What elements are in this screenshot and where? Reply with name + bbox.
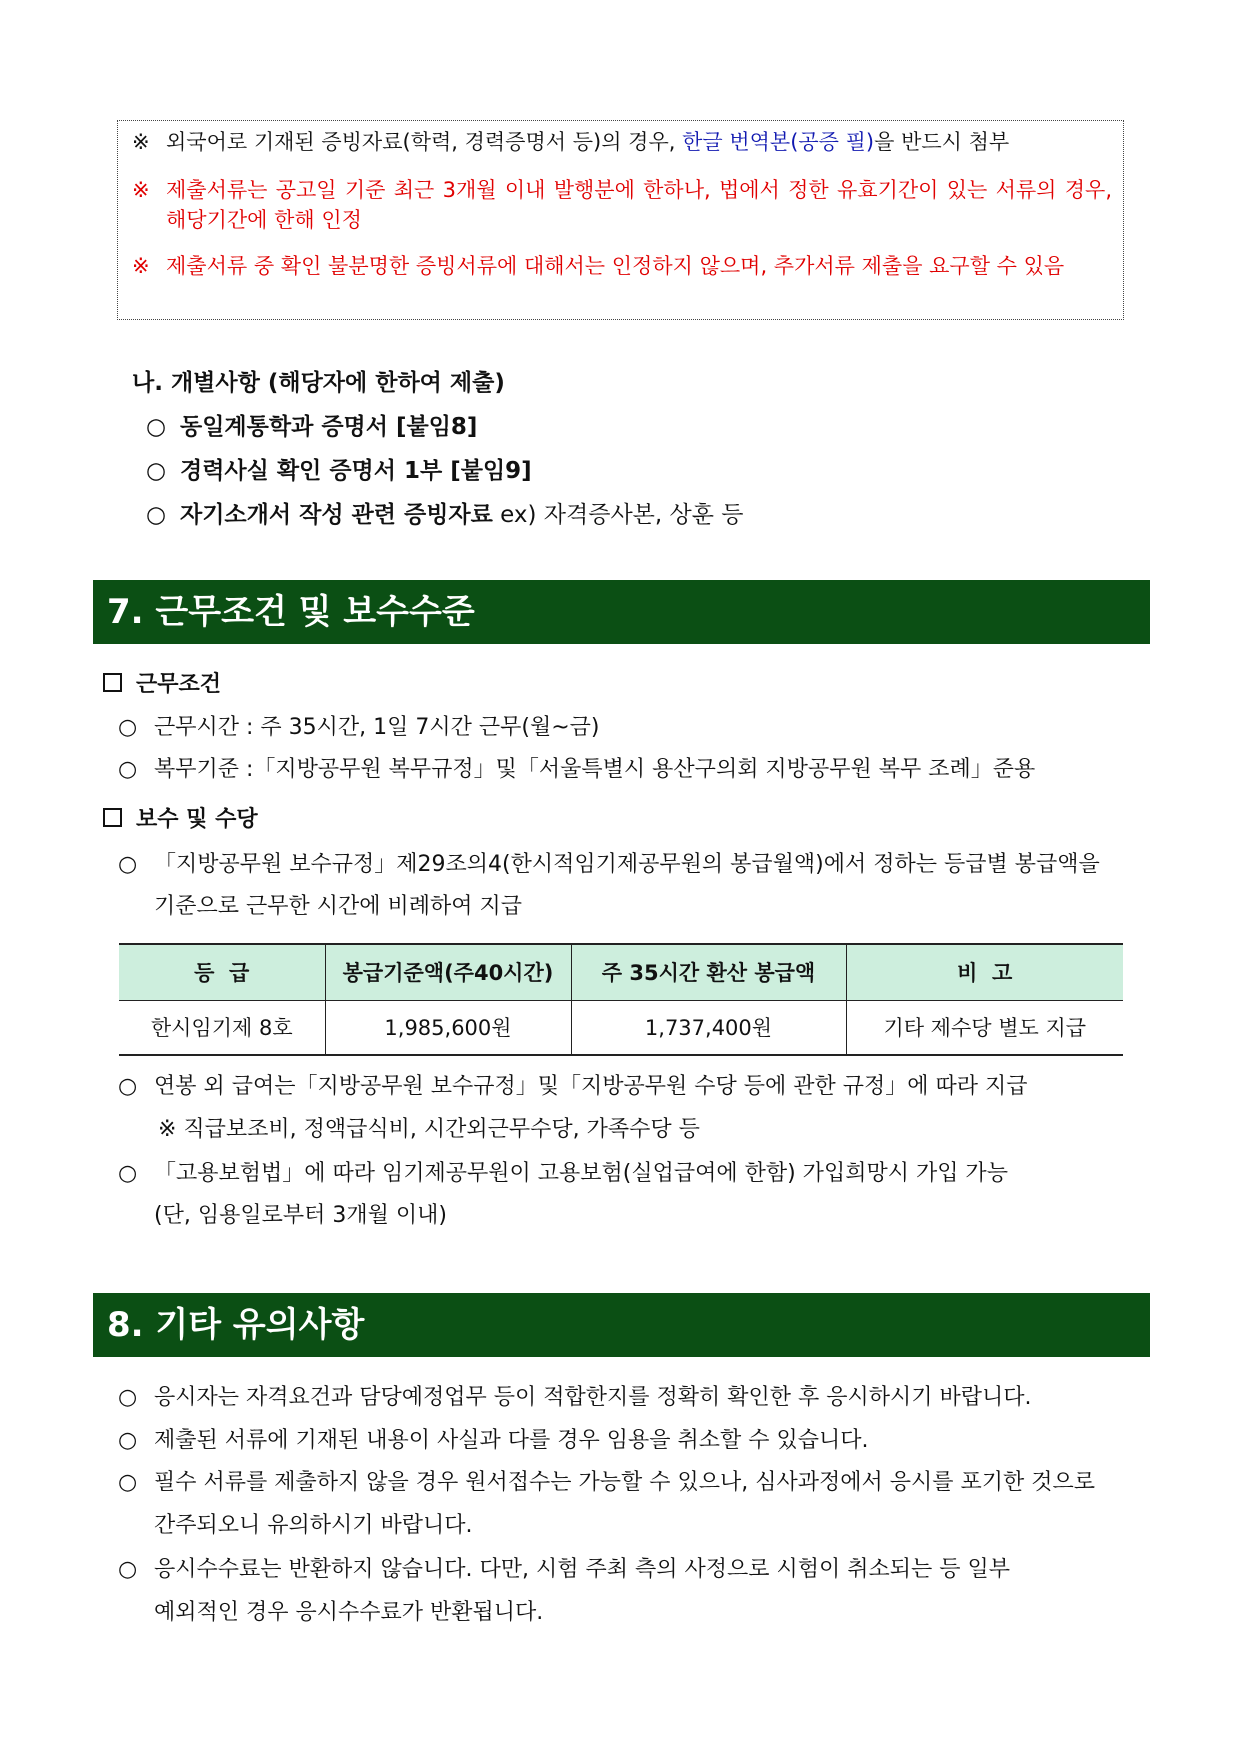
individual-heading: 나. 개별사항 (해당자에 한하여 제출) [132,370,505,396]
notice-box [117,120,1124,320]
work-heading [103,667,221,698]
reference-mark: ※ [132,254,150,278]
insurance-cont: (단, 임용일로부터 3개월 이내) [154,1203,447,1228]
pay-rule-line [118,848,1100,882]
notice-text: 외국어로 기재된 증빙자료(학력, 경력증명서 등)의 경우, [166,130,683,154]
pay-table [119,943,1123,1056]
item-text: 경력사실 확인 증명서 1부 [붙임9] [180,458,532,484]
circle-bullet-icon: ○ [118,1074,138,1099]
square-bullet-icon [103,673,122,692]
section-7-title: 7. 근무조건 및 보수수준 [93,580,1150,644]
notice-unverified [132,251,1112,281]
header-grade: 등 급 [194,961,250,986]
header-base-pay: 봉급기준액(주40시간) [325,944,571,1000]
list-item [146,452,532,485]
notice-highlight: 한글 번역본(공증 필) [682,130,875,154]
line-text: 근무시간 : 주 35시간, 1일 7시간 근무(월~금) [154,715,600,740]
list-item-cont: 간주되오니 유의하시기 바랍니다. [154,1513,473,1538]
circle-bullet-icon: ○ [118,715,138,740]
table-row [119,1000,1123,1055]
list-item-cont: 예외적인 경우 응시수수료가 반환됩니다. [154,1600,544,1625]
line-text: 제출된 서류에 기재된 내용이 사실과 다를 경우 임용을 취소할 수 있습니다. [154,1428,869,1453]
item-example: ex) 자격증사본, 상훈 등 [492,502,744,528]
cell-remarks: 기타 제수당 별도 지급 [846,1000,1123,1055]
line-text: 응시수수료는 반환하지 않습니다. 다만, 시험 주최 측의 사정으로 시험이 취소되는 등 일부 [154,1557,1010,1582]
reference-mark: ※ [132,178,150,202]
item-text: 동일계통학과 증명서 [붙임8] [180,414,478,440]
header-remarks: 비 고 [846,944,1123,1000]
line-text: 응시자는 자격요건과 담당예정업무 등이 적합한지를 정확히 확인한 후 응시하시기 바랍니다. [154,1385,1032,1410]
line-text: 「고용보험법」에 따라 임기제공무원이 고용보험(실업급여에 한함) 가입희망시 가입 가능 [154,1161,1008,1186]
line-text: 필수 서류를 제출하지 않을 경우 원서접수는 가능할 수 있으나, 심사과정에서 응시를 포기한 것으로 [154,1470,1095,1495]
service-standard-line [118,753,1035,787]
list-item [118,1553,1010,1587]
section-8-title: 8. 기타 유의사항 [93,1293,1150,1357]
pay-rule-cont: 기준으로 근무한 시간에 비례하여 지급 [154,894,523,919]
work-hours-line [118,711,599,745]
list-item [118,1381,1032,1415]
notice-validity [132,175,1112,235]
circle-bullet-icon: ○ [118,757,138,782]
circle-bullet-icon: ○ [118,1428,138,1453]
list-item [146,496,744,529]
circle-bullet-icon: ○ [118,1385,138,1410]
line-text: 복무기준 :「지방공무원 복무규정」및「서울특별시 용산구의회 지방공무원 복무 조례」준용 [154,757,1036,782]
cell-base-pay: 1,985,600원 [325,1000,571,1055]
notice-text-end: 을 반드시 첨부 [874,130,1010,154]
notice-text: 제출서류 중 확인 불분명한 증빙서류에 대해서는 인정하지 않으며, 추가서류 제출을 요구할 수 있음 [166,254,1065,278]
cell-converted-pay: 1,737,400원 [571,1000,846,1055]
pay-heading-text: 보수 및 수당 [136,807,258,832]
circle-bullet-icon: ○ [118,852,138,877]
list-item [146,408,477,441]
cell-grade: 한시임기제 8호 [150,1016,293,1041]
notice-text: 제출서류는 공고일 기준 최근 3개월 이내 발행분에 한하나, 법에서 정한 유효기간이 있는 서류의 경우, 해당기간에 한해 인정 [166,178,1112,232]
circle-bullet-icon: ○ [146,414,167,440]
work-heading-text: 근무조건 [136,672,222,697]
insurance-line [118,1157,1008,1191]
circle-bullet-icon: ○ [118,1161,138,1186]
list-item [118,1424,869,1458]
circle-bullet-icon: ○ [146,458,167,484]
item-text: 자기소개서 작성 관련 증빙자료 [180,502,493,528]
extra-pay-note: ※ 직급보조비, 정액급식비, 시간외근무수당, 가족수당 등 [158,1117,700,1142]
reference-mark: ※ [132,130,150,154]
square-bullet-icon [103,808,122,827]
list-item [118,1466,1095,1500]
line-text: 「지방공무원 보수규정」제29조의4(한시적임기제공무원의 봉급월액)에서 정하는 등급별 봉급액을 [154,852,1100,877]
line-text: 연봉 외 급여는「지방공무원 보수규정」및「지방공무원 수당 등에 관한 규정」에 따라 지급 [154,1074,1028,1099]
header-converted-pay: 주 35시간 환산 봉급액 [571,944,846,1000]
notice-translation [132,127,1112,157]
pay-heading [103,802,258,833]
extra-pay-line [118,1070,1028,1104]
circle-bullet-icon: ○ [118,1557,138,1582]
table-header-row [119,944,1123,1000]
circle-bullet-icon: ○ [146,502,167,528]
circle-bullet-icon: ○ [118,1470,138,1495]
